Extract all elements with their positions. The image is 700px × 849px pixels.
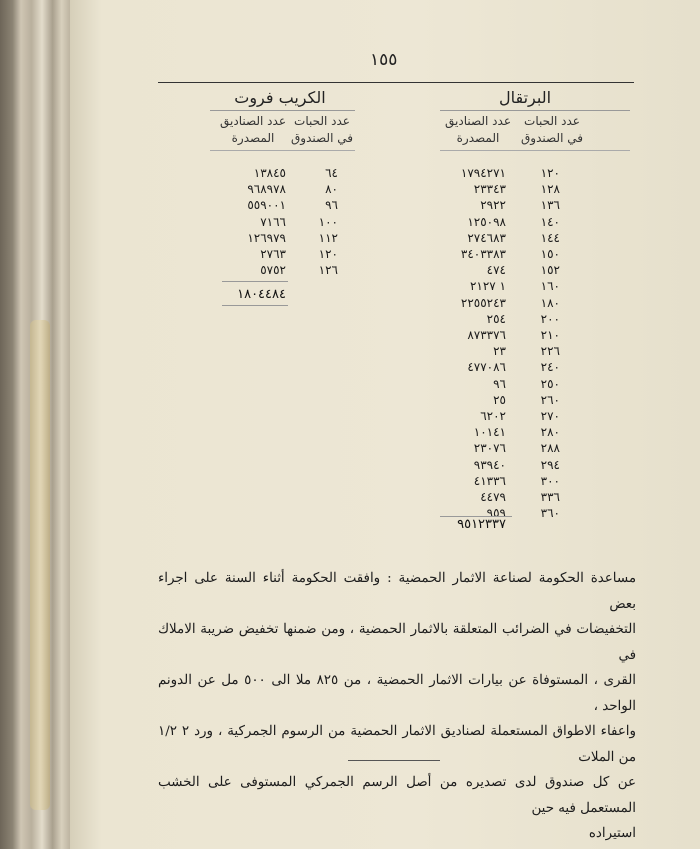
orange-count-header: [512, 113, 592, 147]
orange-count-cell: ٢٤٠: [540, 360, 560, 375]
orange-boxes-cell: ١٧٩٤٢٧١: [460, 166, 506, 180]
orange-boxes-cell: ١٢٥٠٩٨: [467, 214, 506, 229]
orange-count-cell: ٣٦٠: [540, 506, 560, 521]
grapefruit-title: الكريب فروت: [234, 88, 326, 107]
orange-boxes-cell: ٨٧٣٣٧٦: [467, 328, 506, 342]
orange-count-cell: ١٥٠: [540, 247, 560, 261]
orange-header-rule: [440, 150, 630, 151]
grapefruit-boxes-cell: ٩٦٨٩٧٨: [247, 182, 286, 197]
orange-boxes-cell: ٤٧٧٠٨٦: [467, 360, 506, 375]
paragraph-line: التخفيضات في الضرائب المتعلقة بالاثمار الحمضية ، ومن ضمنها تخفيض ضريبة الاملاك في: [158, 622, 636, 663]
orange-count-header-line1: عدد الحبات: [524, 114, 580, 128]
orange-count-cell: ١٦٠: [540, 279, 560, 294]
orange-count-cell: ٢٧٠: [540, 409, 560, 423]
orange-boxes-cell: ١٠١٤١: [473, 425, 506, 440]
grapefruit-total-underline: [222, 305, 288, 306]
grapefruit-boxes-cell: ٥٧٥٢: [260, 263, 286, 278]
policy-paragraph: [158, 566, 636, 847]
grapefruit-boxes-header-line1: عدد الصناديق: [220, 114, 286, 128]
orange-count-cell: ٢٠٠: [540, 311, 560, 326]
orange-boxes-cell: ٢٩٢٢: [480, 198, 506, 213]
orange-count-cell: ٣٠٠: [540, 473, 560, 488]
orange-count-cell: ١٤٤: [540, 230, 560, 245]
grapefruit-boxes-cell: ٧١٦٦: [260, 214, 286, 229]
orange-title-rule: [440, 110, 630, 111]
header-rule: [158, 82, 634, 83]
paragraph-line: استيراده: [588, 826, 636, 841]
grapefruit-count-cell: ٩٦: [325, 198, 338, 213]
orange-boxes-cell: ١ ٢١٢٧: [469, 279, 506, 294]
orange-boxes-cell: ٢٥٤: [486, 311, 506, 326]
paragraph-line: القرى ، المستوفاة عن بيارات الاثمار الحمضية ، من ٨٢٥ ملا الى ٥٠٠ مل عن الدونم الواحد ،: [158, 673, 636, 714]
orange-count-header-line2: في الصندوق: [521, 131, 583, 145]
orange-boxes-cell: ٦٢٠٢: [480, 409, 506, 423]
orange-total: ٩٥١٢٣٣٧: [457, 517, 506, 532]
orange-count-cell: ١٥٢: [540, 263, 560, 278]
orange-boxes-header-line2: المصدرة: [456, 131, 500, 145]
orange-boxes-cell: ٤٧٤: [486, 263, 506, 278]
grapefruit-total: ١٨٠٤٤٨٤: [237, 287, 286, 302]
grapefruit-count-header-line1: عدد الحبات: [294, 114, 350, 128]
grapefruit-total-rule: [222, 281, 288, 282]
grapefruit-boxes-cell: ١٢٦٩٧٩: [247, 230, 286, 245]
footer-rule: [348, 760, 440, 761]
grapefruit-boxes-header: [212, 113, 294, 147]
grapefruit-count-cell: ١٠٠: [318, 214, 338, 229]
orange-boxes-header-line1: عدد الصناديق: [445, 114, 511, 128]
orange-count-cell: ١٢٨: [540, 182, 560, 197]
orange-count-cell: ١٤٠: [540, 214, 560, 229]
orange-boxes-cell: ٢٣٣٤٣: [473, 182, 506, 197]
orange-count-cell: ٢١٠: [540, 328, 560, 342]
paragraph-line: واعفاء الاطواق المستعملة لصناديق الاثمار الحمضية من الرسوم الجمركية ، ورد ٢ ١/٢ من الملات: [158, 724, 636, 765]
orange-count-cell: ١٢٠: [540, 166, 560, 180]
grapefruit-count-cell: ١٢٠: [318, 247, 338, 261]
orange-count-cell: ٢٨٠: [540, 425, 560, 440]
orange-boxes-cell: ٢٣: [493, 344, 506, 359]
paragraph-line: مساعدة الحكومة لصناعة الاثمار الحمضية : وافقت الحكومة أثناء السنة على اجراء بعض: [158, 571, 636, 612]
orange-boxes-cell: ٣٤٠٣٣٨٣: [460, 247, 506, 261]
orange-boxes-cell: ٤٤٧٩: [480, 490, 506, 504]
orange-boxes-header: [438, 113, 518, 147]
orange-count-cell: ٣٣٦: [540, 490, 560, 504]
orange-count-cell: ١٨٠: [540, 295, 560, 310]
orange-boxes-cell: ٩٦: [493, 376, 506, 391]
orange-count-cell: ٢٨٨: [540, 441, 560, 456]
page-number: ١٥٥: [370, 50, 398, 70]
orange-boxes-cell: ٢٣٠٧٦: [473, 441, 506, 456]
grapefruit-count-cell: ٦٤: [325, 166, 338, 180]
grapefruit-title-rule: [210, 110, 355, 111]
orange-count-cell: ٢٩٤: [540, 457, 560, 472]
orange-count-cell: ٢٦٠: [540, 392, 560, 407]
grapefruit-count-cell: ١١٢: [318, 230, 338, 245]
grapefruit-count-cell: ٨٠: [325, 182, 338, 197]
orange-count-cell: ٢٢٦: [540, 344, 560, 359]
orange-boxes-cell: ٤١٣٣٦: [473, 473, 506, 488]
orange-boxes-cell: ٩٥٩: [486, 506, 506, 521]
grapefruit-count-header: [282, 113, 362, 147]
orange-count-cell: ٢٥٠: [540, 376, 560, 391]
grapefruit-boxes-header-line2: المصدرة: [231, 131, 275, 145]
grapefruit-count-cell: ١٢٦: [318, 263, 338, 278]
grapefruit-boxes-cell: ٥٥٩٠٠١: [247, 198, 286, 213]
orange-boxes-cell: ٩٣٩٤٠: [473, 457, 506, 472]
orange-count-cell: ١٣٦: [540, 198, 560, 213]
orange-boxes-cell: ٢٢٥٥٢٤٣: [460, 295, 506, 310]
orange-title: البرتقال: [498, 88, 552, 107]
orange-boxes-cell: ٢٧٤٦٨٣: [467, 230, 506, 245]
orange-boxes-cell: ٢٥: [493, 392, 506, 407]
grapefruit-header-rule: [210, 150, 355, 151]
grapefruit-boxes-cell: ١٣٨٤٥: [253, 166, 286, 180]
grapefruit-boxes-cell: ٢٧٦٣: [260, 247, 286, 261]
paragraph-line: عن كل صندوق لدى تصديره من أصل الرسم الجمركي المستوفى على الخشب المستعمل فيه حين: [158, 775, 636, 816]
grapefruit-count-header-line2: في الصندوق: [291, 131, 353, 145]
